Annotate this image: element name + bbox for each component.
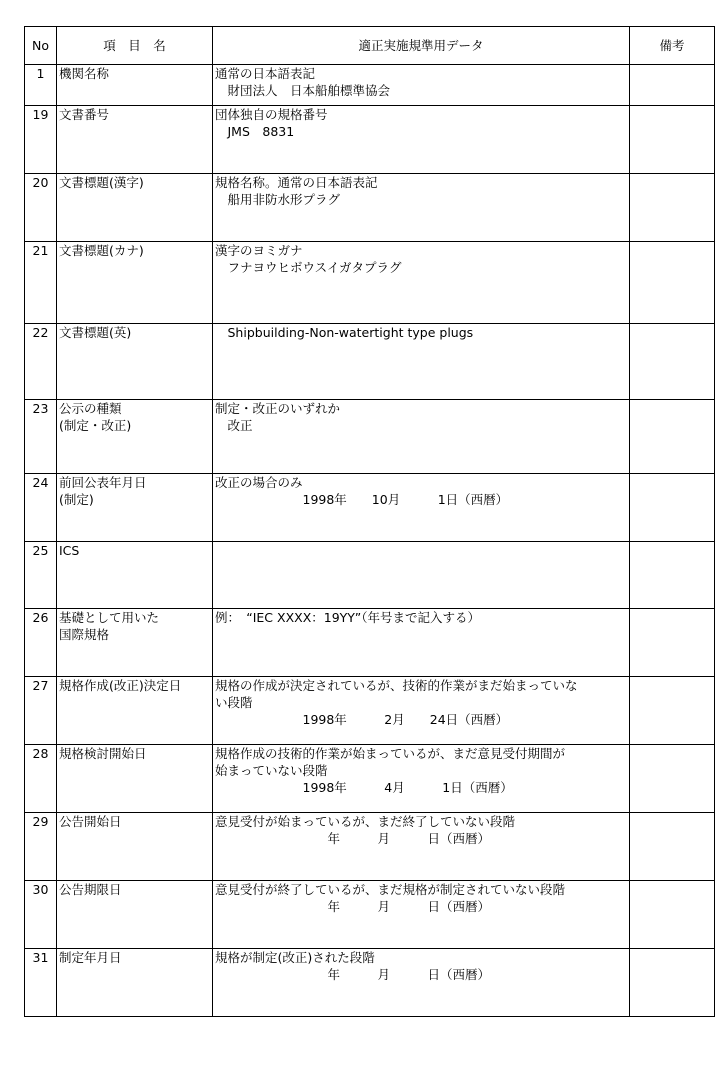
data-line: 規格が制定(改正)された段階 [215, 950, 375, 965]
form-table [24, 26, 715, 1017]
item-name-line: 前回公表年月日 [59, 475, 147, 490]
header-data: 適正実施規準用データ [213, 27, 630, 65]
data-cell [213, 609, 630, 677]
item-name-line: 国際規格 [59, 627, 110, 642]
item-name-cell [57, 474, 213, 542]
table-row [25, 400, 715, 474]
header-remarks: 備考 [630, 27, 715, 65]
data-line: 意見受付が終了しているが、まだ規格が制定されていない段階 [215, 882, 566, 897]
data-line: 年 月 日（西暦） [215, 899, 491, 914]
remarks-cell [630, 609, 715, 677]
data-line: 例： “IEC XXXX：19YY”（年号まで記入する） [215, 610, 480, 625]
remarks-cell [630, 677, 715, 745]
item-name-line: 文書標題(カナ) [59, 243, 144, 258]
table-row [25, 174, 715, 242]
row-number: 31 [25, 949, 57, 1017]
table-row [25, 242, 715, 324]
data-line: 年 月 日（西暦） [215, 967, 491, 982]
item-name-line: 機関名称 [59, 66, 110, 81]
data-line: 改正の場合のみ [215, 475, 303, 490]
header-no: No [25, 27, 57, 65]
data-line: 1998年 4月 1日（西暦） [215, 780, 513, 795]
data-cell [213, 813, 630, 881]
remarks-cell [630, 542, 715, 609]
data-cell [213, 324, 630, 400]
row-number: 20 [25, 174, 57, 242]
row-number: 30 [25, 881, 57, 949]
remarks-cell [630, 745, 715, 813]
item-name-line: 文書標題(漢字) [59, 175, 144, 190]
row-number: 24 [25, 474, 57, 542]
item-name-line: 規格検討開始日 [59, 746, 147, 761]
table-row [25, 65, 715, 106]
data-line: Shipbuilding-Non-watertight type plugs [215, 325, 474, 340]
data-cell [213, 400, 630, 474]
remarks-cell [630, 324, 715, 400]
item-name-line: ICS [59, 543, 80, 558]
remarks-cell [630, 242, 715, 324]
table-row [25, 745, 715, 813]
item-name-line: 文書標題(英) [59, 325, 132, 340]
item-name-line: 公告開始日 [59, 814, 122, 829]
remarks-cell [630, 400, 715, 474]
data-line: 漢字のヨミガナ [215, 243, 303, 258]
data-cell [213, 677, 630, 745]
data-line: フナヨウヒボウスイガタプラグ [215, 260, 402, 275]
table-row [25, 677, 715, 745]
data-line: 始まっていない段階 [215, 763, 328, 778]
data-cell [213, 106, 630, 174]
data-cell [213, 881, 630, 949]
item-name-cell [57, 400, 213, 474]
header-item: 項 目 名 [57, 27, 213, 65]
data-line: い段階 [215, 695, 253, 710]
data-line: 船用非防水形プラグ [215, 192, 341, 207]
row-number: 28 [25, 745, 57, 813]
data-cell [213, 174, 630, 242]
row-number: 25 [25, 542, 57, 609]
data-line: 規格の作成が決定されているが、技術的作業がまだ始まっていな [215, 678, 578, 693]
row-number: 26 [25, 609, 57, 677]
row-number: 29 [25, 813, 57, 881]
item-name-line: 制定年月日 [59, 950, 122, 965]
item-name-cell [57, 677, 213, 745]
item-name-line: 規格作成(改正)決定日 [59, 678, 182, 693]
table-body [25, 65, 715, 1017]
item-name-line: 公示の種類 [59, 401, 122, 416]
item-name-cell [57, 542, 213, 609]
remarks-cell [630, 65, 715, 106]
data-line: 通常の日本語表記 [215, 66, 316, 81]
data-line: 団体独自の規格番号 [215, 107, 328, 122]
data-line: 1998年 10月 1日（西暦） [215, 492, 509, 507]
remarks-cell [630, 174, 715, 242]
data-line: JMS 8831 [215, 124, 295, 139]
data-cell [213, 474, 630, 542]
item-name-cell [57, 65, 213, 106]
data-cell [213, 65, 630, 106]
table-row [25, 609, 715, 677]
data-line: 年 月 日（西暦） [215, 831, 491, 846]
table-row [25, 474, 715, 542]
item-name-cell [57, 881, 213, 949]
remarks-cell [630, 813, 715, 881]
item-name-cell [57, 242, 213, 324]
data-cell [213, 949, 630, 1017]
item-name-line: (制定) [59, 492, 94, 507]
row-number: 23 [25, 400, 57, 474]
item-name-cell [57, 324, 213, 400]
data-line: 意見受付が始まっているが、まだ終了していない段階 [215, 814, 516, 829]
table-row [25, 542, 715, 609]
table-row [25, 106, 715, 174]
item-name-cell [57, 106, 213, 174]
data-line: 財団法人 日本船舶標準協会 [215, 83, 391, 98]
data-cell [213, 242, 630, 324]
remarks-cell [630, 949, 715, 1017]
data-cell [213, 745, 630, 813]
header-row [25, 27, 715, 65]
item-name-cell [57, 949, 213, 1017]
item-name-cell [57, 813, 213, 881]
row-number: 27 [25, 677, 57, 745]
remarks-cell [630, 106, 715, 174]
item-name-cell [57, 174, 213, 242]
remarks-cell [630, 474, 715, 542]
table-row [25, 949, 715, 1017]
data-line: 1998年 2月 24日（西暦） [215, 712, 509, 727]
table-row [25, 813, 715, 881]
data-cell [213, 542, 630, 609]
item-name-line: 基礎として用いた [59, 610, 160, 625]
remarks-cell [630, 881, 715, 949]
item-name-line: 文書番号 [59, 107, 110, 122]
item-name-cell [57, 745, 213, 813]
item-name-cell [57, 609, 213, 677]
data-line: 規格名称。通常の日本語表記 [215, 175, 378, 190]
row-number: 19 [25, 106, 57, 174]
data-line: 制定・改正のいずれか [215, 401, 341, 416]
data-line: 規格作成の技術的作業が始まっているが、まだ意見受付期間が [215, 746, 566, 761]
row-number: 1 [25, 65, 57, 106]
row-number: 22 [25, 324, 57, 400]
table-row [25, 324, 715, 400]
item-name-line: 公告期限日 [59, 882, 122, 897]
item-name-line: (制定・改正) [59, 418, 132, 433]
table-row [25, 881, 715, 949]
data-line: 改正 [215, 418, 253, 433]
row-number: 21 [25, 242, 57, 324]
